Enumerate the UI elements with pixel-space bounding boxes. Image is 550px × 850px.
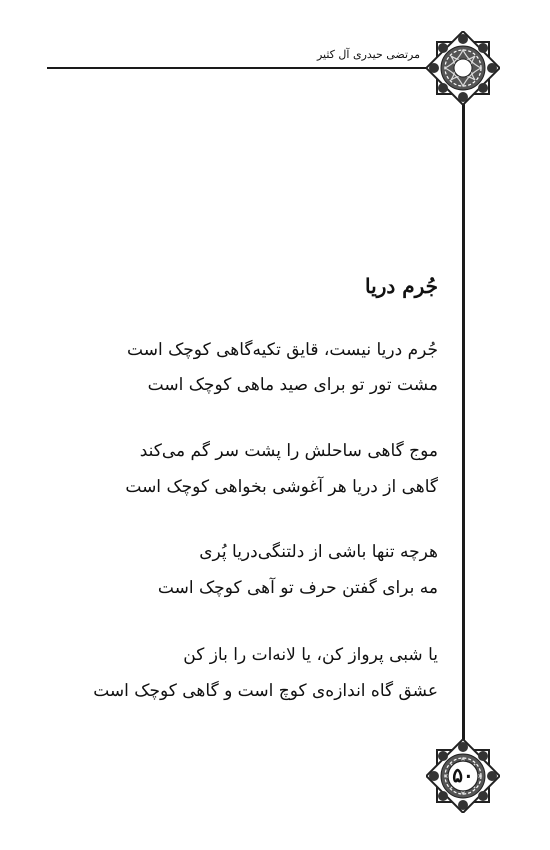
verse-line-2: مشت تور تو برای صید ماهی کوچک است	[147, 375, 438, 395]
verse-line-6: مه برای گفتن حرف تو آهی کوچک است	[157, 578, 438, 598]
verse-line-8: عشق گاه اندازه‌ی کوچ است و گاهی کوچک است	[93, 681, 438, 701]
verse-line-7: یا شبی پرواز کن، یا لانه‌ات را باز کن	[183, 645, 438, 665]
verse-line-1: جُرم دریا نیست، قایق تکیه‌گاهی کوچک است	[127, 340, 438, 360]
verse-line-5: هرچه تنها باشی از دلتنگی‌دریا پُری	[199, 542, 438, 562]
side-rule	[462, 90, 465, 745]
poem-title: جُرم دریا	[365, 274, 438, 298]
verse-line-3: موج گاهی ساحلش را پشت سر گم می‌کند	[139, 441, 438, 461]
page-number: ۵۰	[452, 763, 474, 787]
running-head: مرتضی حیدری آل کثیر	[316, 48, 420, 61]
verse-line-4: گاهی از دریا هر آغوشی بخواهی کوچک است	[125, 477, 438, 497]
header-rule	[47, 67, 440, 69]
star-rosette-icon	[426, 31, 500, 105]
